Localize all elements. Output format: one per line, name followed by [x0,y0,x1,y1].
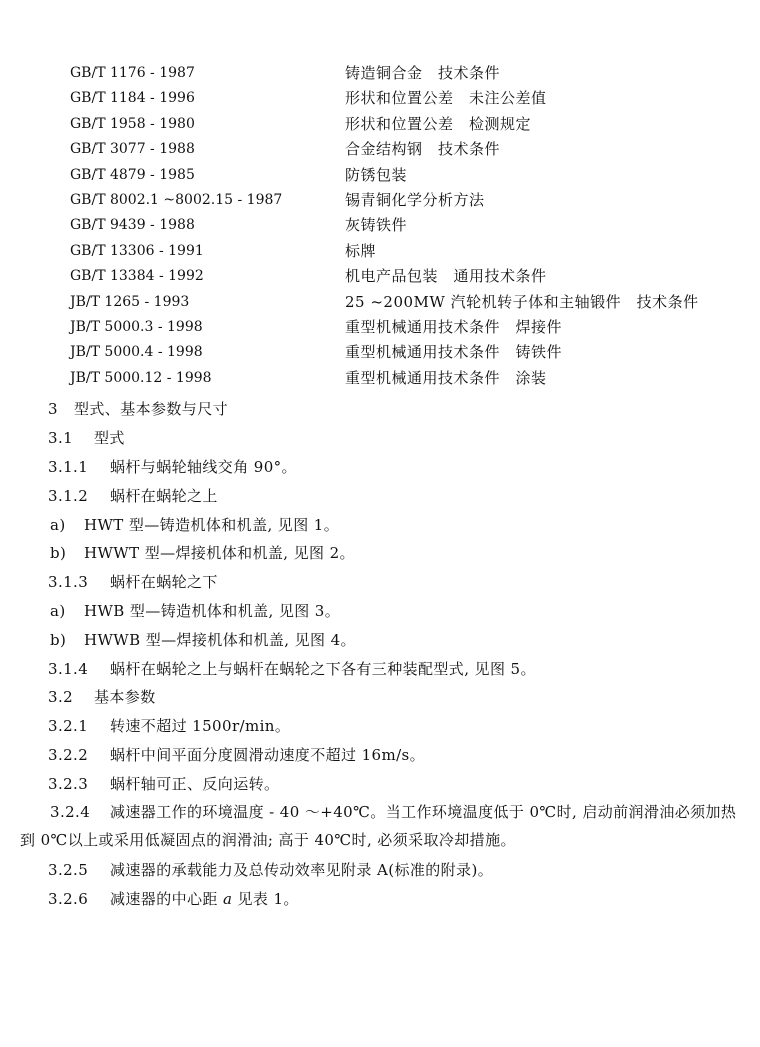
clause-paragraph [20,798,750,854]
list-item-label: b) [50,544,67,562]
clause [48,773,279,795]
clause-number: 3.2.5 [48,861,89,879]
list-item-text: HWWT 型—焊接机体和机盖, 见图 2。 [84,544,355,562]
clause [48,571,218,593]
standard-code: GB/T 1958 - 1980 [70,115,195,132]
standard-title: 重型机械通用技术条件 涂装 [345,368,547,387]
standard-row [70,264,699,289]
clause-text-after: 见表 1。 [232,890,299,908]
standard-title: 25 ~200MW 汽轮机转子体和主轴锻件 技术条件 [345,292,699,311]
clause-number: 3.1.2 [48,487,89,505]
standard-row [70,188,699,213]
clause-number: 3.1.1 [48,458,89,476]
standard-row [70,239,699,264]
standard-row [70,137,699,162]
standard-row [70,213,699,238]
clause-text: 转速不超过 1500r/min。 [110,717,291,735]
standard-title: 锡青铜化学分析方法 [345,190,485,209]
referenced-standards-list [70,61,699,391]
clause-title: 型式 [94,429,125,447]
clause-number: 3.2.6 [48,890,89,908]
clause-text: 蜗杆中间平面分度圆滑动速度不超过 16m/s。 [110,746,426,764]
standard-code: GB/T 9439 - 1988 [70,217,195,234]
standard-title: 形状和位置公差 检测规定 [345,114,532,133]
clause-text: 减速器的承载能力及总传动效率见附录 A(标准的附录)。 [110,861,494,879]
standard-code: GB/T 3077 - 1988 [70,141,195,158]
standard-title: 铸造铜合金 技术条件 [345,64,501,82]
list-item-label: b) [50,631,67,649]
standard-row [70,315,699,340]
list-item [50,514,339,536]
clause [48,744,425,766]
list-item-text: HWT 型—铸造机体和机盖, 见图 1。 [84,516,340,534]
standard-code: GB/T 4879 - 1985 [70,166,195,183]
clause-text: 蜗杆轴可正、反向运转。 [110,775,280,793]
standard-row [70,340,699,365]
clause [48,456,297,478]
list-item-text: HWWB 型—焊接机体和机盖, 见图 4。 [84,631,356,649]
standard-code: JB/T 5000.4 - 1998 [70,344,203,361]
standard-row [70,61,699,86]
standard-row [70,366,699,391]
clause [48,658,536,680]
standard-title: 标牌 [345,241,377,260]
clause-number: 3.2.4 [50,803,91,821]
clause [48,485,218,507]
clause-text: 蜗杆与蜗轮轴线交角 90°。 [110,458,297,476]
list-item [50,629,356,651]
standard-code: JB/T 5000.12 - 1998 [70,369,212,386]
list-item [50,600,340,622]
standard-code: GB/T 13306 - 1991 [70,242,204,259]
math-symbol: a [222,890,233,908]
clause-text: 蜗杆在蜗轮之上与蜗杆在蜗轮之下各有三种装配型式, 见图 5。 [110,660,536,678]
clause [48,888,299,910]
section-heading [48,398,228,420]
standard-title: 机电产品包装 通用技术条件 [345,267,547,286]
clause-number: 3.1.3 [48,573,89,591]
standard-code: GB/T 1176 - 1987 [70,65,195,81]
standard-title: 重型机械通用技术条件 焊接件 [345,317,563,336]
standard-title: 重型机械通用技术条件 铸铁件 [345,343,563,362]
subsection-heading [48,686,156,708]
clause-text: 蜗杆在蜗轮之下 [110,573,218,591]
list-item-text: HWB 型—铸造机体和机盖, 见图 3。 [84,602,341,620]
standard-code: GB/T 13384 - 1992 [70,268,204,285]
standard-title: 形状和位置公差 未注公差值 [345,89,547,108]
clause-number: 3.1.4 [48,660,89,678]
clause-number: 3.2 [48,688,74,706]
clause-number: 3.2.1 [48,717,89,735]
standard-title: 合金结构钢 技术条件 [345,140,501,159]
standard-row [70,290,699,315]
clause-title: 基本参数 [94,688,156,706]
clause-number: 3.2.3 [48,775,89,793]
clause-text: 减速器工作的环境温度 - 40 ～+40℃。当工作环境温度低于 0℃时, 启动前润滑油必须加热到 0℃以上或采用低凝固点的润滑油; 高于 40℃时, 必须采取冷却措施。 [20,803,737,849]
list-item [50,542,355,564]
standard-title: 灰铸铁件 [345,216,408,235]
standard-title: 防锈包装 [345,165,408,184]
standard-row [70,112,699,137]
standard-code: GB/T 8002.1 ~8002.15 - 1987 [70,191,283,208]
list-item-label: a) [50,602,66,620]
clause-text: 蜗杆在蜗轮之上 [110,487,218,505]
standard-code: JB/T 5000.3 - 1998 [70,318,203,335]
clause [48,715,290,737]
standard-row [70,86,699,111]
section-title: 型式、基本参数与尺寸 [74,400,229,418]
clause-text-before: 减速器的中心距 [110,890,218,908]
clause-number: 3.1 [48,429,74,447]
standard-code: JB/T 1265 - 1993 [70,293,190,310]
standard-code: GB/T 1184 - 1996 [70,90,195,107]
subsection-heading [48,427,125,449]
clause [48,859,493,881]
clause-number: 3.2.2 [48,746,89,764]
list-item-label: a) [50,516,66,534]
standard-row [70,163,699,188]
section-number: 3 [48,400,58,418]
